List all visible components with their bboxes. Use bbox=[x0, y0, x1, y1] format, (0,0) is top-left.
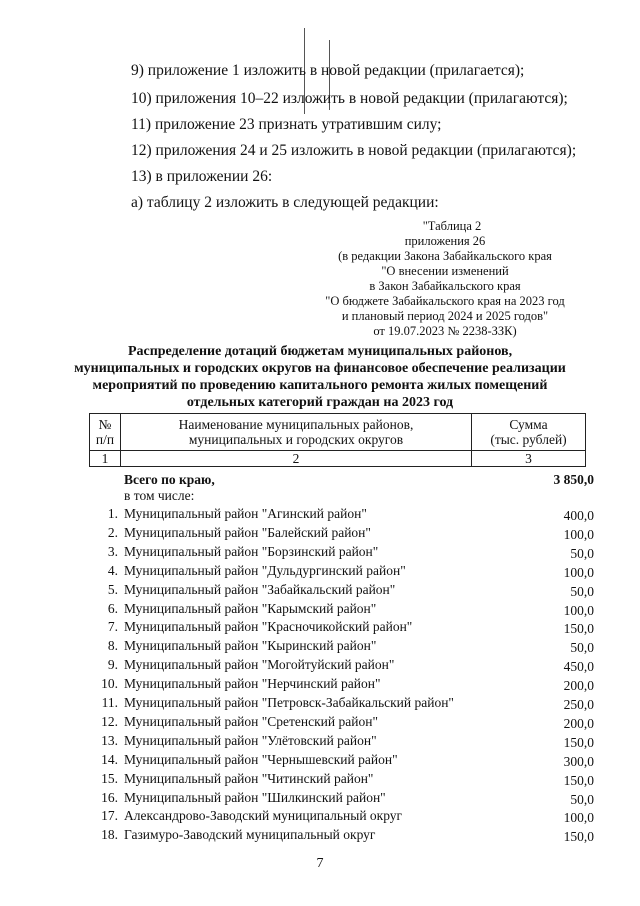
row-number: 4. bbox=[107, 562, 118, 578]
table-note bbox=[280, 219, 610, 339]
row-value: 50,0 bbox=[570, 640, 594, 656]
row-name: Муниципальный район "Забайкальский район" bbox=[124, 581, 396, 597]
table-header bbox=[89, 413, 586, 467]
amendment-13a: а) таблицу 2 изложить в следующей редакции: bbox=[131, 194, 439, 211]
header-sum-line: Сумма bbox=[509, 417, 548, 432]
row-name: Муниципальный район "Шилкинский район" bbox=[124, 789, 386, 805]
header-num-line: № bbox=[98, 417, 112, 432]
note-line: приложения 26 bbox=[404, 234, 486, 248]
row-number: 2. bbox=[107, 524, 118, 540]
row-name: Муниципальный район "Дульдургинский район" bbox=[124, 562, 406, 578]
note-line: в Закон Забайкальского края bbox=[369, 279, 521, 293]
row-name: Муниципальный район "Петровск-Забайкальский район" bbox=[124, 695, 454, 710]
row-number: 1. bbox=[107, 506, 118, 521]
row-value: 100,0 bbox=[563, 810, 594, 826]
total-value: 3 850,0 bbox=[553, 472, 594, 487]
row-name: Муниципальный район "Читинский район" bbox=[124, 770, 374, 786]
row-name: Муниципальный район "Кыринский район" bbox=[124, 638, 377, 654]
row-number: 18. bbox=[101, 827, 118, 843]
page-number: 7 bbox=[316, 856, 324, 871]
table-title bbox=[40, 343, 600, 411]
row-value: 250,0 bbox=[563, 697, 594, 712]
column-number-2: 2 bbox=[121, 451, 472, 467]
row-name: Муниципальный район "Балейский район" bbox=[124, 524, 371, 540]
header-name bbox=[121, 414, 472, 451]
row-number: 7. bbox=[107, 619, 118, 635]
row-value: 100,0 bbox=[563, 564, 594, 580]
row-value: 200,0 bbox=[563, 678, 594, 694]
row-number: 15. bbox=[101, 770, 118, 786]
row-number: 3. bbox=[107, 543, 118, 559]
row-value: 150,0 bbox=[563, 734, 594, 750]
row-name: Муниципальный район "Улётовский район" bbox=[124, 732, 377, 748]
row-number: 6. bbox=[107, 600, 118, 616]
row-number: 11. bbox=[101, 695, 118, 710]
amendment-12: 12) приложения 24 и 25 изложить в новой редакции (прилагаются); bbox=[131, 142, 577, 159]
note-line: "О бюджете Забайкальского края на 2023 год bbox=[325, 294, 565, 308]
row-number: 13. bbox=[101, 732, 118, 748]
row-value: 150,0 bbox=[563, 772, 594, 788]
header-sum bbox=[472, 414, 586, 451]
note-line: "О внесении изменений bbox=[381, 264, 509, 278]
title-line: муниципальных и городских округов на финансовое обеспечение реализации bbox=[74, 361, 566, 376]
row-number: 5. bbox=[107, 581, 118, 597]
note-line: (в редакции Закона Забайкальского края bbox=[338, 249, 552, 263]
row-number: 9. bbox=[107, 657, 118, 673]
total-label: Всего по краю, bbox=[124, 472, 215, 487]
title-line: Распределение дотаций бюджетам муниципальных районов, bbox=[127, 344, 513, 359]
row-number: 17. bbox=[101, 808, 118, 824]
note-line: от 19.07.2023 № 2238-ЗЗК) bbox=[373, 324, 517, 338]
amendment-11: 11) приложение 23 признать утратившим силу; bbox=[131, 116, 442, 133]
header-num bbox=[90, 414, 121, 451]
amendment-9: 9) приложение 1 изложить в новой редакции (прилагается); bbox=[131, 62, 525, 79]
row-value: 300,0 bbox=[563, 753, 594, 769]
row-name: Муниципальный район "Красночикойский район" bbox=[124, 619, 413, 635]
row-value: 100,0 bbox=[563, 526, 594, 542]
row-name: Муниципальный район "Карымский район" bbox=[124, 600, 377, 616]
row-value: 100,0 bbox=[563, 602, 594, 618]
row-value: 400,0 bbox=[563, 508, 594, 523]
row-name: Муниципальный район "Чернышевский район" bbox=[124, 751, 398, 767]
column-number-1: 1 bbox=[90, 451, 121, 467]
title-line: отдельных категорий граждан на 2023 год bbox=[186, 395, 454, 410]
row-name: Муниципальный район "Борзинский район" bbox=[124, 543, 379, 559]
row-number: 12. bbox=[101, 713, 118, 729]
row-name: Александрово-Заводский муниципальный округ bbox=[124, 808, 403, 824]
row-number: 8. bbox=[107, 638, 118, 654]
row-value: 150,0 bbox=[563, 829, 594, 845]
note-line: и плановый период 2024 и 2025 годов" bbox=[341, 309, 549, 323]
row-value: 150,0 bbox=[563, 621, 594, 637]
header-sum-line: (тыс. рублей) bbox=[490, 432, 567, 447]
row-name: Муниципальный район "Сретенский район" bbox=[124, 713, 378, 729]
row-value: 50,0 bbox=[570, 545, 594, 561]
row-name: Газимуро-Заводский муниципальный округ bbox=[124, 827, 376, 843]
row-name: Муниципальный район "Нерчинский район" bbox=[124, 676, 381, 692]
title-line: мероприятий по проведению капитального ремонта жилых помещений bbox=[92, 378, 548, 393]
row-name: Муниципальный район "Могойтуйский район" bbox=[124, 657, 395, 673]
row-number: 14. bbox=[101, 751, 118, 767]
row-value: 450,0 bbox=[563, 659, 594, 675]
row-value: 50,0 bbox=[570, 583, 594, 599]
column-number-3: 3 bbox=[472, 451, 586, 467]
header-name-line: муниципальных и городских округов bbox=[188, 432, 404, 447]
row-value: 200,0 bbox=[563, 715, 594, 731]
row-value: 50,0 bbox=[570, 791, 594, 807]
row-number: 16. bbox=[101, 789, 118, 805]
header-num-line: п/п bbox=[95, 432, 115, 447]
note-line: "Таблица 2 bbox=[422, 219, 482, 233]
header-name-line: Наименование муниципальных районов, bbox=[178, 417, 414, 432]
amendment-13: 13) в приложении 26: bbox=[131, 168, 273, 185]
row-name: Муниципальный район "Агинский район" bbox=[124, 506, 367, 521]
amendment-10: 10) приложения 10–22 изложить в новой редакции (прилагаются); bbox=[131, 90, 568, 107]
row-number: 10. bbox=[101, 676, 118, 692]
including-label: в том числе: bbox=[124, 488, 195, 503]
